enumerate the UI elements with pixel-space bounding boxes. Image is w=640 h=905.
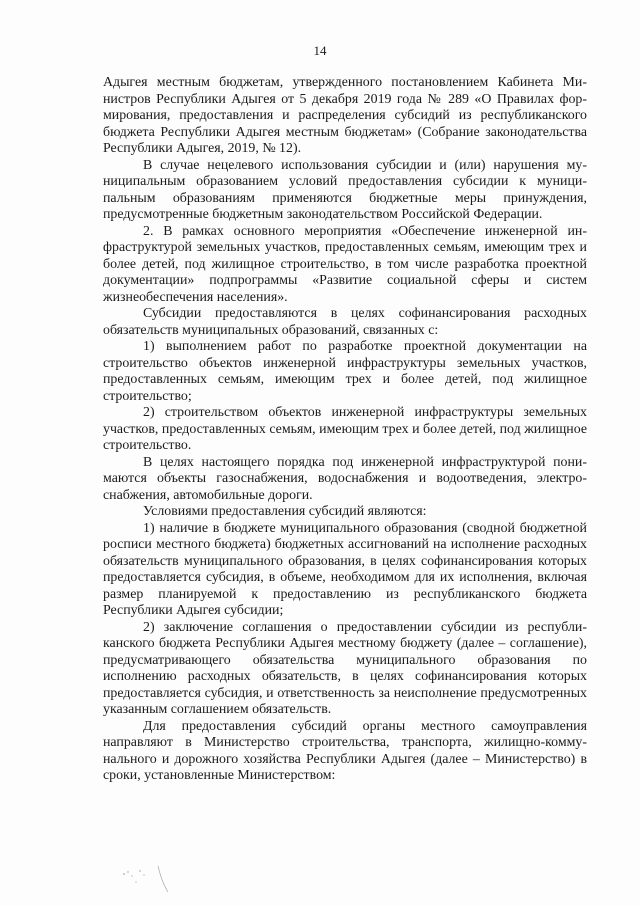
paragraph-2: В случае нецелевого использования субсидии и (или) нарушения муниципальным образованием условий предоставления субсидии к муниципальным образованиям применяются бюджетные меры принуждения, предусмотренные бюджетным законодательством Российской Федерации. <box>103 157 587 222</box>
paragraph-3: 2. В рамках основного мероприятия «Обеспечение инженерной инфраструктурой земельных участков, предоставленных семьям, имеющим трех и более детей, под жилищное строительство, в том числе разработка проектной документации» подпрограммы «Развитие социальной сферы и систем жизнеобеспечения населения». <box>103 223 587 305</box>
paragraph-7: В целях настоящего порядка под инженерной инфраструктурой понимаются объекты газоснабжения, водоснабжения и водоотведения, электроснабжения, автомобильные дороги. <box>103 454 587 503</box>
page-number: 14 <box>313 43 327 58</box>
paragraph-9: 1) наличие в бюджете муниципального образования (сводной бюджетной росписи местного бюджета) бюджетных ассигнований на исполнение расходных обязательств муниципального образования, в целях софинансирования которых предоставляется субсидия, в объеме, необходимом для их исполнения, включая размер планируемой к предоставлению из республиканского бюджета Республики Адыгея субсидии; <box>103 520 587 618</box>
paragraph-8: Условиями предоставления субсидий являются: <box>143 504 427 519</box>
paragraph-4: Субсидии предоставляются в целях софинансирования расходных обязательств муниципальных образований, связанных с: <box>103 306 587 338</box>
paragraph-11: Для предоставления субсидий органы местного самоуправления направляют в Министерство строительства, транспорта, жилищно-коммунального и дорожного хозяйства Республики Адыгея (далее – Министерство) в сроки, установленные Министерством: <box>103 718 587 783</box>
paragraph-5: 1) выполнением работ по разработке проектной документации на строительство объектов инженерной инфраструктуры земельных участков, предоставленных семьям, имеющим трех и более детей, под жилищное строительство; <box>103 339 587 404</box>
document-body <box>103 75 587 785</box>
paragraph-6: 2) строительством объектов инженерной инфраструктуры земельных участков, предоставленных семьям, имеющим трех и более детей, под жилищное строительство. <box>103 405 587 453</box>
paragraph-10: 2) заключение соглашения о предоставлении субсидии из республиканского бюджета Республики Адыгея местному бюджету (далее – соглашение), предусматривающего обязательства муниципального образования по исполнению расходных обязательств, в целях софинансирования которых предоставляется субсидия, и ответственность за неисполнение предусмотренных указанным соглашением обязательств. <box>103 619 587 717</box>
scan-artifact-mark <box>118 862 178 896</box>
paragraph-1: Адыгея местным бюджетам, утвержденного постановлением Кабинета Министров Республики Адыгея от 5 декабря 2019 года № 289 «О Правилах формирования, предоставления и распределения субсидий из республиканского бюджета Республики Адыгея местным бюджетам» (Собрание законодательства Республики Адыгея, 2019, № 12). <box>103 75 587 156</box>
